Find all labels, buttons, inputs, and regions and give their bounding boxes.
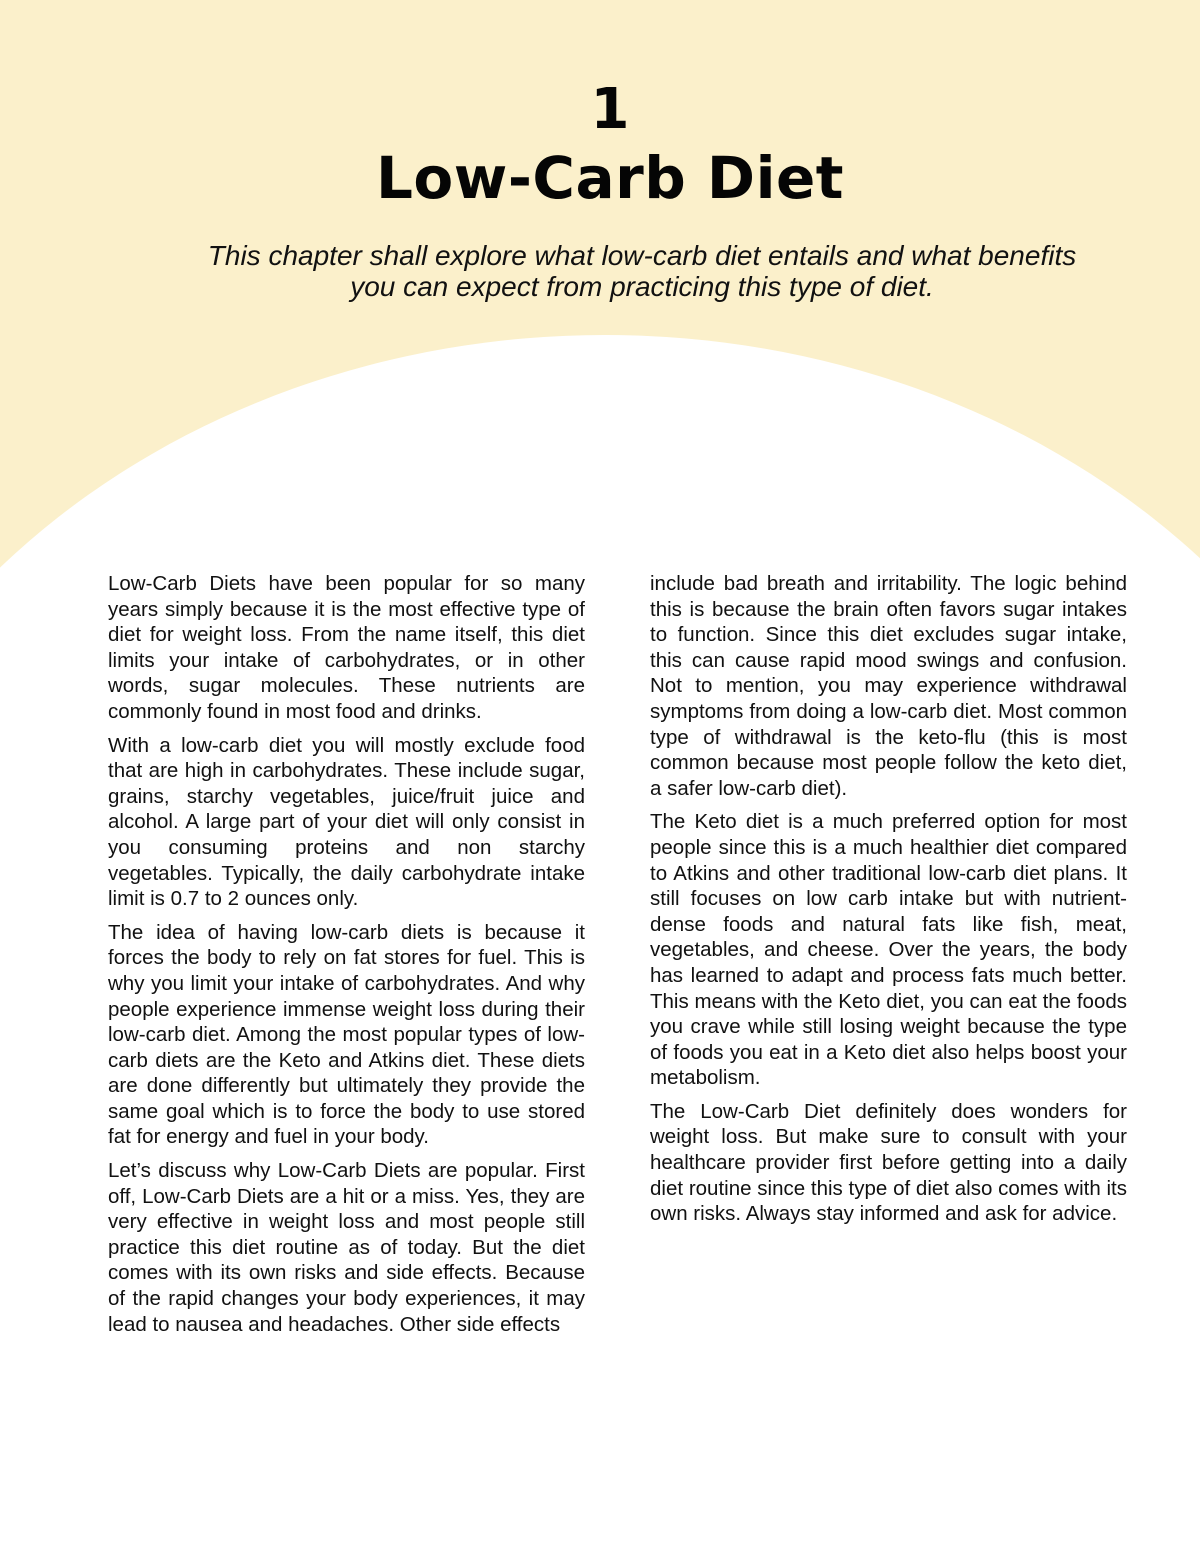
paragraph: Let’s discuss why Low-Carb Diets are popular. First off, Low-Carb Diets are a hit or a miss. Yes, they are very effective in weight loss and most people still practice this diet routine as of today. But the diet comes with its own risks and side effects. Because of the rapid changes your body experiences, it may lead to nausea and headaches. Other side effects (108, 1159, 585, 1336)
paragraph: With a low-carb diet you will mostly exclude food that are high in carbohydrates. These include sugar, grains, starchy vegetables, juice/fruit juice and alcohol. A large part of your diet will only consist in you consuming proteins and non starchy vegetables. Typically, the daily carbohydrate intake limit is 0.7 to 2 ounces only. (108, 733, 585, 911)
paragraph: The Keto diet is a much preferred option for most people since this is a much healthier diet compared to Atkins and other traditional low-carb diet plans. It still focuses on low carb intake but with nutrient-dense foods and natural fats like fish, meat, vegetables, and cheese. Over the years, the body has learned to adapt and process fats much better. This means with the Keto diet, you can eat the foods you crave while still losing weight because the type of foods you eat in a Keto diet also helps boost your metabolism. (650, 810, 1127, 1090)
right-column (650, 571, 1127, 1235)
left-column (108, 571, 585, 1345)
chapter-title: Low-Carb Diet (375, 144, 845, 212)
paragraph: include bad breath and irritability. The logic behind this is because the brain often favors sugar intakes to function. Since this diet excludes sugar intake, this can cause rapid mood swings and confusion. Not to mention, you may experience withdrawal symptoms from doing a low-carb diet. Most common type of withdrawal is the keto-flu (this is most common because most people follow the keto diet, a safer low-carb diet). (650, 572, 1127, 800)
chapter-subtitle: This chapter shall explore what low-carb diet entails and what benefits you can expect from practicing this type of diet. (207, 240, 1077, 302)
paragraph: The idea of having low-carb diets is because it forces the body to rely on fat stores for fuel. This is why you limit your intake of carbohydrates. And why people experience immense weight loss during their low-carb diet. Among the most popular types of low-carb diets are the Keto and Atkins diet. These diets are done differently but ultimately they provide the same goal which is to force the body to use stored fat for energy and fuel in your body. (108, 920, 585, 1149)
paragraph: Low-Carb Diets have been popular for so many years simply because it is the most effective type of diet for weight loss. From the name itself, this diet limits your intake of carbohydrates, or in other words, sugar molecules. These nutrients are commonly found in most food and drinks. (108, 572, 585, 723)
paragraph: The Low-Carb Diet definitely does wonders for weight loss. But make sure to consult with your healthcare provider first before getting into a daily diet routine since this type of diet also comes with its own risks. Always stay informed and ask for advice. (650, 1099, 1127, 1226)
chapter-number: 1 (590, 77, 630, 142)
